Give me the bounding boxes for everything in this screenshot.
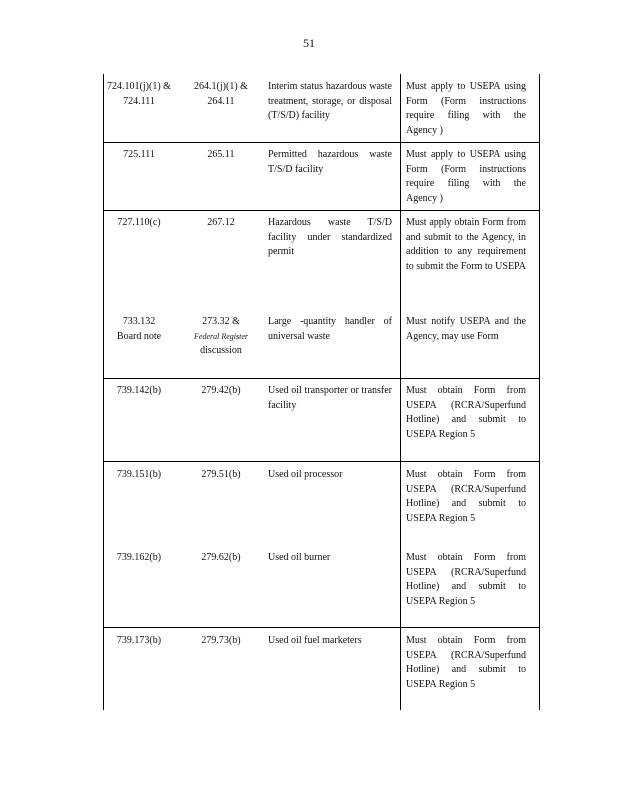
- cell-facility: Used oil fuel marketers: [268, 635, 362, 646]
- section-note: Board note: [116, 330, 162, 342]
- cell-cfr: [180, 315, 262, 358]
- row-divider: [103, 210, 539, 211]
- cell-facility: Used oil processor: [268, 469, 343, 480]
- table-border-right: [539, 74, 540, 710]
- cell-cfr: 267.12: [207, 217, 235, 228]
- row-divider: [103, 461, 539, 462]
- cell-section: 739.142(b): [116, 385, 162, 396]
- cell-section: [104, 315, 174, 344]
- row-divider: [103, 142, 539, 143]
- cell-action: Must notify USEPA and the Agency, may use Form: [406, 316, 526, 342]
- cell-cfr: 279.42(b): [201, 385, 241, 396]
- page-number: 51: [303, 36, 315, 50]
- cell-facility: Used oil transporter or transfer facility: [268, 385, 392, 411]
- cell-action: Must obtain Form from USEPA (RCRA/Superfund Hotline) and submit to USEPA Region 5: [406, 635, 526, 690]
- cell-action: Must apply to USEPA using Form (Form instructions require filing with the Agency ): [406, 149, 526, 204]
- cell-facility: Hazardous waste T/S/D facility under standardized permit: [268, 217, 392, 257]
- row-divider: [103, 378, 539, 379]
- cell-section: 725.111: [123, 149, 155, 160]
- cfr-discussion: discussion: [200, 344, 242, 356]
- cell-cfr: 264.1(j)(1) & 264.11: [194, 81, 248, 107]
- cell-facility: Permitted hazardous waste T/S/D facility: [268, 149, 392, 175]
- cell-section: 727.110(c): [117, 217, 161, 228]
- federal-register-label: Federal Register: [194, 331, 248, 341]
- cell-action: Must obtain Form from USEPA (RCRA/Superfund Hotline) and submit to USEPA Region 5: [406, 469, 526, 524]
- cell-action: Must obtain Form from USEPA (RCRA/Superfund Hotline) and submit to USEPA Region 5: [406, 552, 526, 607]
- cell-facility: Large -quantity handler of universal waste: [268, 316, 392, 342]
- cell-action: Must obtain Form from USEPA (RCRA/Superfund Hotline) and submit to USEPA Region 5: [406, 385, 526, 440]
- cell-cfr: 265.11: [207, 149, 235, 160]
- column-divider: [400, 74, 401, 710]
- cell-action: Must apply to USEPA using Form (Form instructions require filing with the Agency ): [406, 81, 526, 136]
- cell-facility: Interim status hazardous waste treatment, storage, or disposal (T/S/D) facility: [268, 81, 392, 121]
- row-divider: [103, 627, 539, 628]
- cell-section: 739.162(b): [116, 552, 162, 563]
- cell-action: Must apply obtain Form from and submit to the Agency, in addition to any requirement to submit the Form to USEPA: [406, 217, 526, 272]
- cell-cfr: 279.62(b): [201, 552, 241, 563]
- cfr-number: 273.32 &: [202, 316, 240, 327]
- cell-cfr: 279.51(b): [201, 469, 241, 480]
- cell-cfr: 279.73(b): [201, 635, 241, 646]
- section-number: 733.132: [122, 316, 156, 327]
- cell-section: 739.173(b): [116, 635, 162, 646]
- cell-section: 739.151(b): [116, 469, 162, 480]
- cell-section: 724.101(j)(1) & 724.111: [107, 81, 171, 107]
- cell-facility: Used oil burner: [268, 552, 331, 563]
